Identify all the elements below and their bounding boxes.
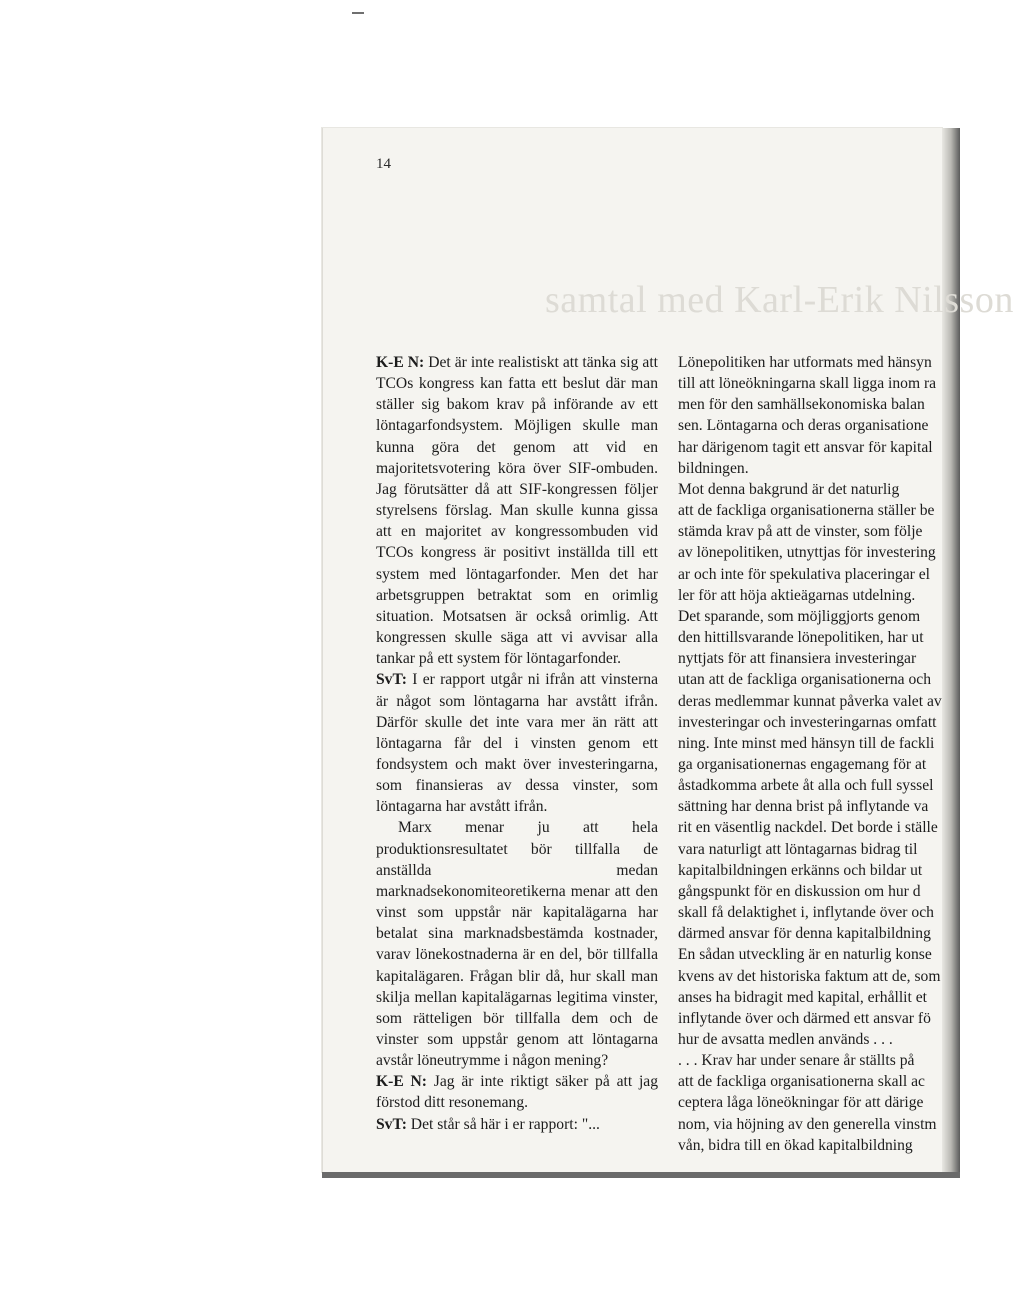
text-line: den hittillsvarande lönepolitiken, har ut [678,629,924,647]
text-line: sen. Löntagarna och deras organisatione [678,417,929,435]
text-line: En sådan utveckling är en naturlig konse [678,946,932,964]
text-line: utan att de fackliga organisationerna och [678,671,932,689]
text-line: bildningen. [678,459,749,477]
text-line: kapitalbildningen erkänns och bildar ut [678,861,923,879]
text-line: därmed ansvar för denna kapitalbildning [678,925,931,943]
speaker-label: SvT: [376,1115,407,1133]
text-line: till att löneökningarna skall ligga inom ra [678,375,937,393]
speaker-label: K-E N: [376,1073,427,1091]
paragraph-text: I er rapport utgår ni ifrån att vinsterna är något som löntagarna har avstått ifrån. Därför skulle det inte vara mer än rätt att löntagarna får del i vinsten genom ett fondsystem och makt över investeringarna, som finansieras av dessa vinster, som löntagarna har avstått ifrån. [376,671,658,816]
text-line: ler för att höja aktieägarnas utdelning. [678,586,916,604]
text-line: av lönepolitiken, utnyttjas för investering [678,544,936,562]
paragraph [376,1071,658,1113]
text-line: ar och inte för spekulativa placeringar el [678,565,930,583]
paragraph-text: Det är inte realistiskt att tänka sig att TCOs kongress kan fatta ett beslut där man ställer sig bakom krav på införande av ett löntagarfondsystem. Möjligen skulle man kunna göra det genom att vid en majoritetsvotering köra över SIF-ombuden. Jag förutsätter då att SIF-kongressen följer styrelsens förslag. Man skulle kunna gissa att en majoritet av kongressombuden vid TCOs kongress är positivt inställda till ett system med löntagarfonder. Men det har arbetsgruppen betraktat som en orimlig situation. Motsatsen är också orimlig. Att kongressen skulle säga att vi avvisar alla tankar på ett system för löntagarfonder. [376,354,658,668]
text-line: nyttjats för att finansiera investeringar [678,650,917,668]
speaker-label: SvT: [376,671,407,689]
text-line: hur de avsatta medlen används . . . [678,1031,893,1048]
text-line: att de fackliga organisationerna skall ac [678,1073,925,1091]
scan-mark [352,12,364,14]
text-line: skall få delaktighet i, inflytande över och [678,904,934,922]
text-line: vån, bidra till en ökad kapitalbildning [678,1136,913,1154]
page-number: 14 [376,156,391,172]
text-line: Lönepolitiken har utformats med hänsyn [678,354,932,371]
text-line: nom, via höjning av den generella vinstm [678,1115,937,1133]
text-line: men för den samhällsekonomiska balan [678,396,925,414]
text-line: kvens av det historiska faktum att de, som [678,967,941,985]
text-line: anses ha bidragit med kapital, erhållit et [678,988,927,1006]
speaker-label: K-E N: [376,354,425,371]
paragraph [376,669,658,817]
text-line: ceptera låga löneökningar för att därige [678,1094,924,1112]
right-column [678,352,956,1156]
paragraph-text: Marx menar ju att hela produktionsresultatet bör tillfalla de anställda medan marknadsekonomiteoretikerna menar att den vinst som uppstår när kapitalägarna har betalat sina marknadsbestämda kostnader, varav lönekostnaderna är en del, bör tillfalla kapitalägaren. Frågan blir då, hur skall man skilja mellan kapitalägarnas legitima vinster, som rätteligen bör tillfalla dem och de vinster som uppstår genom att löntagarna avstår löneutrymme i någon mening? [376,819,658,1070]
page-bottom-edge [322,1172,960,1178]
paragraph-text: Jag är inte riktigt säker på att jag förstod ditt resonemang. [376,1073,659,1112]
text-line: . . . Krav har under senare år ställts på [678,1052,915,1070]
text-line: vara naturligt att löntagarnas bidrag til [678,840,918,858]
bleed-through-title: samtal med Karl-Erik Nilsson [545,279,1014,321]
text-line: deras medlemmar kunnat påverka valet av [678,692,942,710]
paragraph [376,352,658,669]
text-line: inflytande över och därmed ett ansvar fö [678,1009,931,1027]
page-fold [322,128,323,1172]
paragraph [376,1114,658,1135]
left-column [376,352,658,1135]
scan-background [0,0,960,130]
paragraph [376,817,658,1071]
text-line: rit en väsentlig nackdel. Det borde i ställe [678,819,938,837]
text-line: gångspunkt för en diskussion om hur d [678,882,921,900]
paragraph-text: Det står så här i er rapport: "... [406,1115,600,1133]
text-line: sättning har denna brist på inflytande va [678,798,929,816]
text-line: ning. Inte minst med hänsyn till de fackli [678,734,935,752]
text-line: investeringar och investeringarnas omfatt [678,713,937,731]
text-line: Det sparande, som möjliggjorts genom [678,607,921,625]
text-line: stämda krav på att de vinster, som följe [678,523,923,541]
text-line: ga organisationernas engagemang för at [678,755,927,773]
text-line: åstadkomma arbete åt alla och full syssel [678,777,934,795]
text-line: har därigenom tagit ett ansvar för kapital [678,438,933,456]
text-line: att de fackliga organisationerna ställer be [678,502,935,520]
text-line: Mot denna bakgrund är det naturlig [678,480,900,498]
